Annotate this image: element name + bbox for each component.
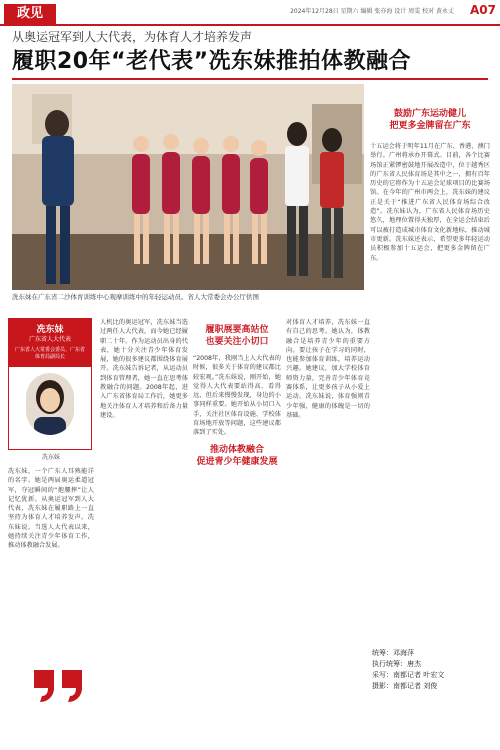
column-3-body: 对体育人才培养，冼东妹一直有自己的思考。她认为，体教融合是培养青少年的重要方向。要让孩子在学习的同时，也能参加体育训练，培养运动兴趣。她建议，加大学校体育师资力量，完善青少年体育竞赛体系，让更多孩子从小爱上运动。冼东妹说，体育强则青少年强，健康的体魄是一切的基础。: [286, 319, 370, 419]
masthead: [0, 0, 500, 28]
credit-line: 摄影：南都记者 刘俊: [372, 682, 438, 690]
date-line: 2024年12月28日 星期六 编辑 张亦海 设计 周雯 校对 黄永丈: [290, 8, 454, 15]
right-heading-line1: 鼓励广东运动健儿: [393, 109, 466, 119]
profile-card: [8, 318, 92, 450]
profile-sidebar: [8, 318, 94, 685]
right-column-body: 十五运会将于明年11月在广东、香港、澳门举行。广州将承办开幕式。目前，各个比赛场馆正紧锣密鼓地开展改造中，位于越秀区的广东省人民体育场是其中之一，拥有百年历史的它将作为十五运会足球项目的比赛场馆。在今年的广州市两会上，冼东妹的建议正是关于“推进广东省人民体育场综合改造”。冼东妹认为，广东省人民体育场历史悠久，地理位置得天独厚，在全运会结束后可以被打造成城市体育文化新地标，推动城市更新。冼东妹还表示，希望更多年轻运动员积极参加十五运会，把更多金牌留在广东。: [370, 143, 490, 262]
column-2-heading-line2: 也要关注小切口: [205, 337, 269, 347]
right-column: [370, 84, 490, 592]
profile-description: 广东省人大常委会委员、广东省体育局副局长: [14, 347, 85, 360]
portrait-caption: 冼东妹: [41, 454, 60, 461]
portrait-photo: [26, 373, 74, 435]
portrait-image: [26, 373, 74, 435]
main-photo: [12, 84, 364, 290]
sidebar-body: 冼东妹，一个广东人耳熟能详的名字。她是两届奥运柔道冠军，夺冠瞬间的“抱腰摔”让人记忆犹新。从奥运冠军到人大代表，冼东妹在履职路上一直坚持为体育人才培养发声。冼东妹说，当选人大代表以来，她持续关注青少年体育工作，推动体教融合发展。: [8, 468, 94, 550]
column-2-body: “2008年，我刚当上人大代表的时候，很多关于体育的建议都比较宏观。”冼东妹说，刚开始，她觉得人大代表要站得高、看得远，但后来慢慢发现，身边的小事同样重要。她开始从小切口入手，关注社区体育设施、学校体育场地开放等问题，这些建议都落到了实处。: [193, 355, 281, 437]
headline-rule: [12, 78, 488, 80]
column-2-heading-line1: 履职展要高站位: [205, 325, 269, 335]
credit-line: 采写：南都记者 叶宏文: [372, 671, 445, 679]
column-1-body: 人机比的奥运冠军，冼东妹当选过两任人大代表，而今她已经履职二十年。作为运动员出身的代表，她十分关注青少年体育发展，她的很多建议都围绕体育展开。冼东妹告诉记者，从运动员到体育管理者，她一直在思考体教融合的问题。2008年起，进入广东省体育局工作后，她更多地关注体育人才培养和后备力量建设。: [100, 319, 188, 419]
column-2-heading2-line2: 促进青少年健康发展: [196, 456, 278, 467]
credit-line: 执行统筹：唐杰: [372, 660, 421, 668]
column-2-heading2-line1: 推动体教融合: [209, 444, 264, 455]
photo-caption: 冼东妹在广东省二沙体育训练中心观摩训练中的年轻运动员。省人大常委会办公厅供图: [12, 293, 259, 301]
gym-photo-image: [12, 84, 364, 290]
article-headline: 履职20年“老代表”冼东妹推拍体教融合: [12, 49, 412, 74]
profile-name: 冼东妹: [36, 325, 64, 335]
right-column-heading: [370, 108, 490, 132]
profile-header: [9, 319, 91, 367]
column-1: [100, 318, 188, 746]
top-rule: [0, 24, 500, 26]
column-2: [193, 318, 281, 746]
column-2-heading-2: [193, 444, 281, 468]
section-tab: 政见: [4, 4, 56, 24]
author-credits: [372, 648, 444, 692]
column-2-heading: [193, 324, 281, 348]
right-heading-line2: 把更多金牌留在广东: [389, 121, 471, 131]
credit-line: 统筹：邓海萍: [372, 649, 414, 657]
quote-mark-icon: [30, 668, 90, 704]
page-number: A07: [470, 3, 496, 17]
column-3: [286, 318, 370, 746]
article-subtitle: 从奥运冠军到人大代表，为体育人才培养发声: [12, 30, 253, 44]
profile-role: 广东省人大代表: [28, 336, 71, 343]
